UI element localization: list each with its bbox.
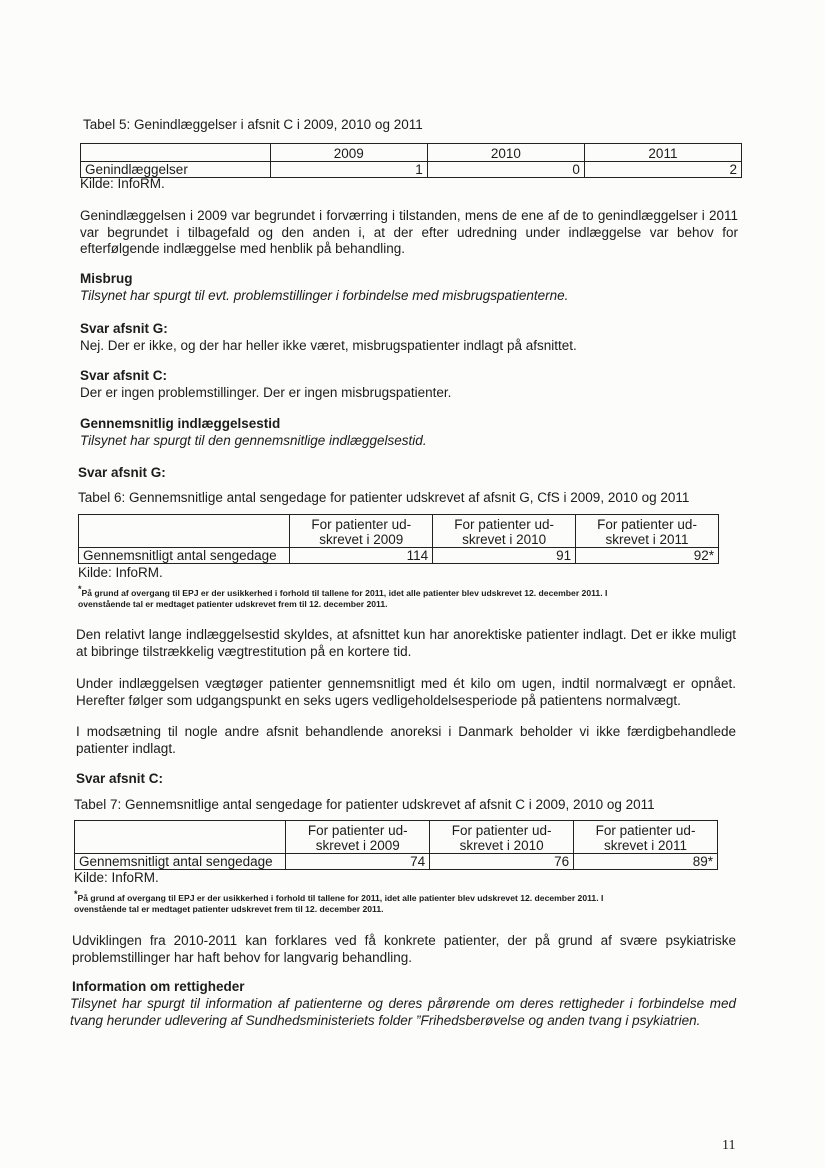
table6-source: Kilde: InfoRM. [78, 565, 163, 580]
heading-rettigheder: Information om rettigheder [72, 979, 245, 994]
table6-col-2010-line1: For patienter ud- [454, 517, 555, 532]
question-misbrug: Tilsynet har spurgt til evt. problemstillinger i forbindelse med misbrugspatienterne. [80, 288, 569, 303]
table7-value-2010: 76 [430, 854, 574, 870]
table6-row-label: Gennemsnitligt antal sengedage [79, 548, 290, 564]
table5-caption: Tabel 5: Genindlæggelser i afsnit C i 2009, 2010 og 2011 [83, 117, 423, 132]
table6-col-2011-line1: For patienter ud- [597, 517, 697, 532]
page-number: 11 [722, 1138, 736, 1153]
table6-footnote-line1: På grund af overgang til EPJ er der usikkerhed i forhold til tallene for 2011, idet alle patienter blev udskrevet 12. december 2011. I [81, 587, 608, 598]
table6-footnote-line2: ovenstående tal er medtaget patienter udskrevet frem til 12. december 2011. [78, 598, 388, 609]
table6-col-2009-line1: For patienter ud- [311, 517, 412, 532]
heading-misbrug: Misbrug [80, 271, 133, 286]
table6-col-2011 [576, 515, 719, 548]
table5-col-2011: 2011 [584, 144, 741, 162]
heading-svar-g-misbrug: Svar afsnit G: [80, 321, 168, 336]
heading-svar-c-indlaeggelsestid: Svar afsnit C: [76, 771, 164, 786]
table5-col-2010: 2010 [427, 144, 584, 162]
table5-value-2009: 1 [270, 162, 427, 178]
table7-footnote-line1: På grund af overgang til EPJ er der usikkerhed i forhold til tallene for 2011, idet alle patienter blev udskrevet 12. december 2011. I [77, 892, 604, 903]
table6-col-2010 [433, 515, 576, 548]
table7-value-2011: 89* [574, 854, 718, 870]
paragraph-indlaeggelsestid-forklaring: Den relativt lange indlæggelsestid skyldes, at afsnittet kun har anorektiske patienter indlagt. Det er ikke muligt at bibringe tilstrækkelig vægtrestitution på en kortere tid. [76, 627, 736, 659]
paragraph-vaegtoegning: Under indlæggelsen vægtøger patienter gennemsnitligt med ét kilo om ugen, indtil normalvægt er opnået. Herefter følger som udgangspunkt en seks ugers vedligeholdelsesperiode på patientens normalvægt. [76, 676, 736, 708]
table5-col-2009: 2009 [270, 144, 427, 162]
table6-value-2009: 114 [290, 548, 433, 564]
table7-source: Kilde: InfoRM. [74, 870, 159, 885]
table6-value-2010: 91 [433, 548, 576, 564]
table5 [80, 143, 742, 178]
paragraph-anoreksi: I modsætning til nogle andre afsnit behandlende anoreksi i Danmark beholder vi ikke færdigbehandlede patienter indlagt. [76, 724, 736, 756]
paragraph-udvikling: Udviklingen fra 2010-2011 kan forklares ved få konkrete patienter, der på grund af svære psykiatriske problemstillinger har haft behov for langvarig behandling. [72, 933, 736, 965]
table6-col-2009 [290, 515, 433, 548]
table6-footnote: *På grund af overgang til EPJ er der usikkerhed i forhold til tallene for 2011, idet alle patienter blev udskrevet 12. december 2011. I ovenstående tal er medtaget patienter udskrevet frem til 12. december 2011. [78, 584, 608, 609]
heading-indlaeggelsestid: Gennemsnitlig indlæggelsestid [80, 416, 281, 431]
table6-value-2011: 92* [576, 548, 719, 564]
table5-value-2010: 0 [427, 162, 584, 178]
table7-col-2011 [574, 821, 718, 854]
table6 [78, 514, 719, 564]
table6-col-2011-line2: skrevet i 2011 [605, 532, 689, 547]
table7-col-2009-line1: For patienter ud- [307, 823, 408, 838]
paragraph-genindlaeggelse: Genindlæggelsen i 2009 var begrundet i forværring i tilstanden, mens de ene af de to genindlæggelser i 2011 var begrundet i tilbagefald og den anden i, at der efter udredning under indlæggelse var behov for efterfølgende indlæggelse med henblik på behandling. [80, 208, 738, 256]
table6-col-2009-line2: skrevet i 2009 [319, 532, 404, 547]
table7-col-2010-line1: For patienter ud- [451, 823, 552, 838]
question-indlaeggelsestid: Tilsynet har spurgt til den gennemsnitlige indlæggelsestid. [80, 433, 427, 448]
text-svar-c-misbrug: Der er ingen problemstillinger. Der er ingen misbrugspatienter. [80, 385, 452, 400]
table6-caption: Tabel 6: Gennemsnitlige antal sengedage for patienter udskrevet af afsnit G, CfS i 2009, 2010 og 2011 [78, 490, 690, 505]
table7-footnote: *På grund af overgang til EPJ er der usikkerhed i forhold til tallene for 2011, idet alle patienter blev udskrevet 12. december 2011. I ovenstående tal er medtaget patienter udskrevet frem til 12. december 2011. [74, 889, 604, 914]
table7-col-2010 [430, 821, 574, 854]
heading-svar-c-misbrug: Svar afsnit C: [80, 368, 168, 383]
table5-row-label: Genindlæggelser [81, 162, 271, 178]
table7-value-2009: 74 [286, 854, 430, 870]
table7-col-2011-line2: skrevet i 2011 [604, 838, 688, 853]
table7-col-2009-line2: skrevet i 2009 [315, 838, 400, 853]
table7-row-label: Gennemsnitligt antal sengedage [75, 854, 286, 870]
table7-col-2010-line2: skrevet i 2010 [459, 838, 544, 853]
table7-col-2009 [286, 821, 430, 854]
text-svar-g-misbrug: Nej. Der er ikke, og der har heller ikke været, misbrugspatienter indlagt på afsnittet. [80, 338, 577, 353]
heading-svar-g-indlaeggelsestid: Svar afsnit G: [78, 465, 166, 480]
question-rettigheder: Tilsynet har spurgt til information af patienterne og deres pårørende om deres rettigheder i forbindelse med tvang herunder udlevering af Sundhedsministeriets folder ”Frihedsberøvelse og anden tvang i psykiatrien. [70, 996, 736, 1028]
table7-col-2011-line1: For patienter ud- [595, 823, 696, 838]
table5-source: Kilde: InfoRM. [80, 176, 165, 191]
table7 [74, 820, 718, 870]
table7-caption: Tabel 7: Gennemsnitlige antal sengedage for patienter udskrevet af afsnit C i 2009, 2010 og 2011 [74, 797, 655, 812]
table5-value-2011: 2 [584, 162, 741, 178]
table6-col-2010-line2: skrevet i 2010 [462, 532, 547, 547]
table7-footnote-line2: ovenstående tal er medtaget patienter udskrevet frem til 12. december 2011. [74, 903, 384, 914]
